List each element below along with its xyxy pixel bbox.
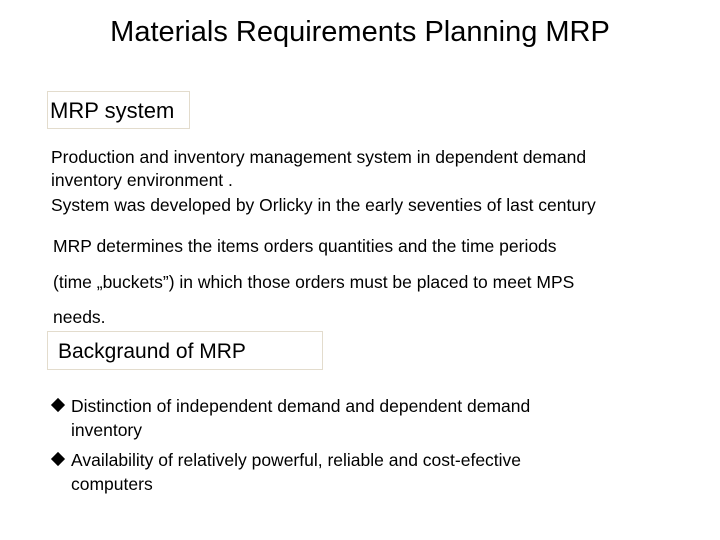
mrp-determines-line-2: (time „buckets”) in which those orders must be placed to meet MPS xyxy=(53,271,575,292)
bullet-line-1: Availability of relatively powerful, reliable and cost-efective xyxy=(71,450,522,470)
mrp-determines-text: determines the items orders quantities and the time periods xyxy=(91,236,557,256)
slide-title: Materials Requirements Planning MRP xyxy=(110,16,610,48)
diamond-bullet-icon xyxy=(51,452,65,466)
mrp-determines-paragraph xyxy=(53,229,574,336)
mrp-determines-line-1 xyxy=(53,229,574,265)
bullet-line-2: inventory xyxy=(71,420,143,440)
bullet-item-distinction xyxy=(51,394,530,442)
background-bullet-list xyxy=(51,394,530,502)
bullet-line-2: computers xyxy=(71,474,153,494)
mrp-definition-line-2: inventory environment . xyxy=(51,170,233,190)
bullet-item-availability xyxy=(51,448,530,496)
mrp-definition-paragraph xyxy=(51,146,586,192)
mrp-term: MRP xyxy=(53,236,92,256)
diamond-bullet-icon xyxy=(51,398,65,412)
orlicky-paragraph: System was developed by Orlicky in the early seventies of last century xyxy=(51,195,596,215)
mrp-definition-line-1: Production and inventory management system in dependent demand xyxy=(51,147,587,167)
background-heading: Backgraund of MRP xyxy=(47,331,323,370)
mrp-determines-line-3: needs. xyxy=(53,307,106,327)
mrp-system-heading: MRP system xyxy=(47,91,190,129)
bullet-line-1: Distinction of independent demand and dependent demand xyxy=(71,396,531,416)
